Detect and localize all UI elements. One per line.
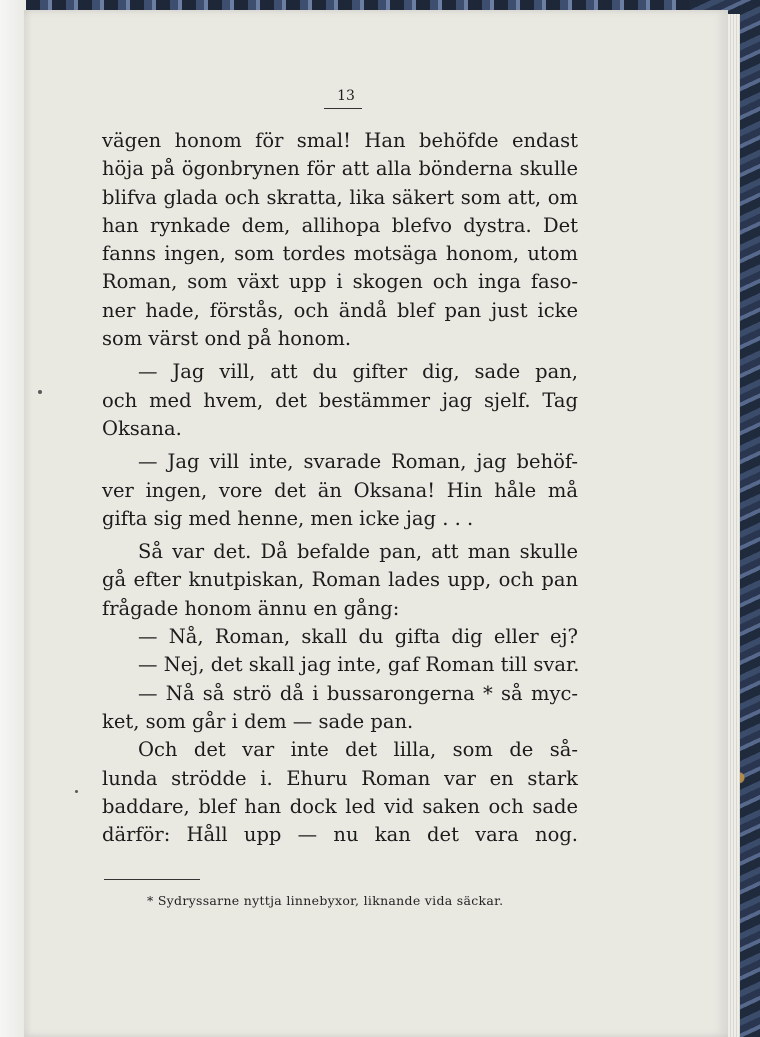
text-line: han rynkade dem, allihopa blefvo dystra. Det — [102, 213, 578, 237]
text-line: Och det var inte det lilla, som de så- — [138, 738, 578, 762]
text-line: Så var det. Då befalde pan, att man skulle — [138, 540, 578, 564]
paper-speck — [75, 790, 78, 793]
text-line: baddare, blef han dock led vid saken och sade — [102, 794, 578, 818]
text-line: — Jag vill, att du gifter dig, sade pan, — [138, 360, 578, 384]
text-line: gifta sig med henne, men icke jag . . . — [102, 506, 474, 530]
text-line: — Nej, det skall jag inte, gaf Roman till svar. — [138, 653, 580, 677]
text-line: — Nå så strö då i bussarongerna * så myc- — [138, 681, 578, 705]
footnote: * Sydryssarne nyttja linnebyxor, liknande vida säckar. — [147, 893, 504, 908]
text-line: ket, som går i dem — sade pan. — [102, 709, 414, 733]
text-line: blifva glada och skratta, lika säkert som att, om — [102, 185, 578, 209]
text-line: — Nå, Roman, skall du gifta dig eller ej? — [138, 625, 578, 649]
text-line: ner hade, förstås, och ändå blef pan just icke — [102, 298, 578, 322]
page-number-rule — [324, 108, 362, 109]
text-line: därför: Håll upp — nu kan det vara nog. — [102, 823, 578, 847]
text-line: — Jag vill inte, svarade Roman, jag behöf- — [138, 450, 578, 474]
text-line: Roman, som växt upp i skogen och inga faso- — [102, 270, 578, 294]
text-line: vägen honom för smal! Han behöfde endast — [102, 129, 578, 152]
text-line: frågade honom ännu en gång: — [102, 596, 400, 620]
text-line: fanns ingen, som tordes motsäga honom, utom — [102, 242, 578, 266]
adjacent-page-edge — [0, 0, 26, 1037]
text-line: ver ingen, vore det än Oksana! Hin håle må — [102, 478, 578, 502]
text-line: Oksana. — [102, 416, 182, 440]
paper-speck — [38, 390, 42, 394]
text-line: lunda strödde i. Ehuru Roman var en stark — [102, 766, 578, 790]
page-number: 13 — [337, 88, 355, 104]
text-line: som värst ond på honom. — [102, 327, 352, 351]
body-text — [102, 127, 578, 849]
text-line: och med hvem, det bestämmer jag sjelf. Tag — [102, 388, 578, 412]
text-line: gå efter knutpiskan, Roman lades upp, och pan — [102, 568, 578, 592]
text-line: höja på ögonbrynen för att alla bönderna skulle — [102, 157, 578, 181]
footnote-rule — [104, 879, 200, 880]
